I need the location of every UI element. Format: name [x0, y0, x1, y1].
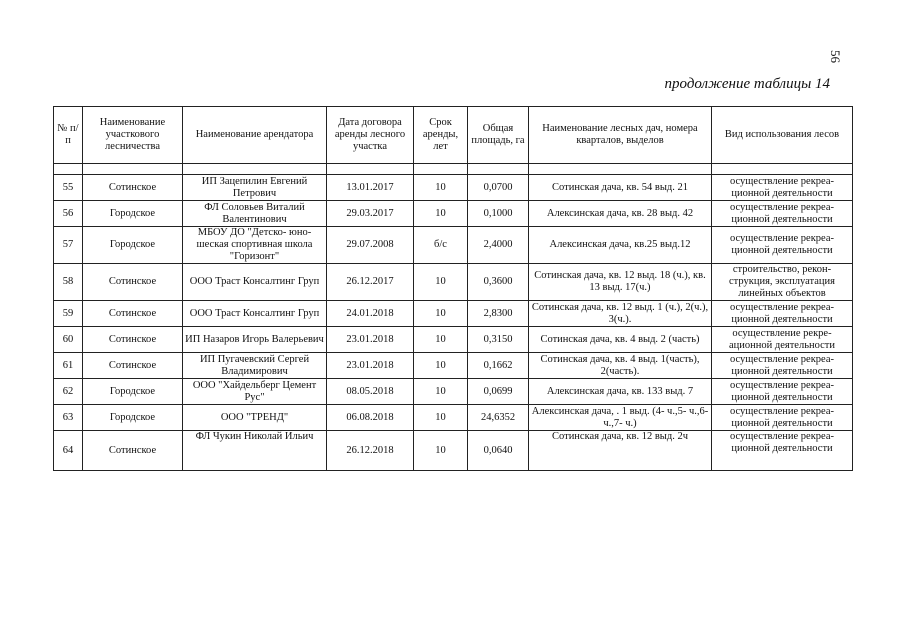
cell-date: 08.05.2018: [327, 379, 414, 405]
cell-area: 24,6352: [468, 405, 529, 431]
cell-area: 0,1662: [468, 353, 529, 379]
table-row: [54, 353, 853, 379]
cell-area: 0,1000: [468, 201, 529, 227]
cell-location: Алексинская дача, кв. 133 выд. 7: [529, 379, 712, 405]
cell-tenant: ФЛ Чукин Николай Ильич: [183, 431, 327, 471]
cell-num: 55: [54, 175, 83, 201]
cell-term: 10: [414, 201, 468, 227]
cell-usage: осуществление рекреа-ционной деятельности: [712, 405, 853, 431]
cell-location: Сотинская дача, кв. 4 выд. 1(часть), 2(часть).: [529, 353, 712, 379]
cell-num: 58: [54, 264, 83, 301]
cell-term: 10: [414, 379, 468, 405]
cell-tenant: ИП Зацепилин Евгений Петрович: [183, 175, 327, 201]
cell-tenant: ООО Траст Консалтинг Груп: [183, 301, 327, 327]
cell-num: 59: [54, 301, 83, 327]
cell-usage: осуществление рекреа-ционной деятельности: [712, 175, 853, 201]
table-row: [54, 301, 853, 327]
header-tenant: Наименование арендатора: [183, 107, 327, 164]
spacer-cell: [183, 164, 327, 175]
table-row: [54, 175, 853, 201]
cell-date: 23.01.2018: [327, 327, 414, 353]
table-row: [54, 431, 853, 471]
cell-num: 57: [54, 227, 83, 264]
header-area: Общая площадь, га: [468, 107, 529, 164]
cell-tenant: ИП Назаров Игорь Валерьевич: [183, 327, 327, 353]
cell-district: Городское: [83, 379, 183, 405]
cell-num: 64: [54, 431, 83, 471]
cell-tenant: ИП Пугачевский Сергей Владимирович: [183, 353, 327, 379]
cell-term: 10: [414, 431, 468, 471]
cell-num: 56: [54, 201, 83, 227]
cell-location: Алексинская дача, кв.25 выд.12: [529, 227, 712, 264]
cell-district: Городское: [83, 405, 183, 431]
spacer-cell: [414, 164, 468, 175]
cell-area: 0,0699: [468, 379, 529, 405]
table-body: [54, 164, 853, 471]
spacer-row: [54, 164, 853, 175]
cell-num: 61: [54, 353, 83, 379]
cell-date: 06.08.2018: [327, 405, 414, 431]
cell-area: 0,0700: [468, 175, 529, 201]
cell-term: 10: [414, 353, 468, 379]
cell-district: Сотинское: [83, 301, 183, 327]
table-caption: продолжение таблицы 14: [664, 76, 830, 92]
cell-usage: осуществление рекреа-ционной деятельности: [712, 227, 853, 264]
cell-district: Городское: [83, 201, 183, 227]
cell-area: 0,0640: [468, 431, 529, 471]
cell-district: Сотинское: [83, 353, 183, 379]
table-row: [54, 327, 853, 353]
cell-term: б/с: [414, 227, 468, 264]
cell-district: Сотинское: [83, 327, 183, 353]
cell-term: 10: [414, 175, 468, 201]
cell-date: 29.07.2008: [327, 227, 414, 264]
cell-term: 10: [414, 264, 468, 301]
cell-date: 23.01.2018: [327, 353, 414, 379]
table-row: [54, 405, 853, 431]
cell-location: Сотинская дача, кв. 12 выд. 2ч: [529, 431, 712, 471]
table-row: [54, 201, 853, 227]
cell-location: Сотинская дача, кв. 4 выд. 2 (часть): [529, 327, 712, 353]
cell-term: 10: [414, 327, 468, 353]
cell-area: 0,3150: [468, 327, 529, 353]
header-district: Наименование участкового лесничества: [83, 107, 183, 164]
cell-date: 26.12.2018: [327, 431, 414, 471]
cell-usage: осуществление рекреа-ционной деятельности: [712, 379, 853, 405]
cell-district: Городское: [83, 227, 183, 264]
cell-area: 2,4000: [468, 227, 529, 264]
cell-tenant: ООО Траст Консалтинг Груп: [183, 264, 327, 301]
table-header: [54, 107, 853, 164]
cell-tenant: ООО "ТРЕНД": [183, 405, 327, 431]
spacer-cell: [468, 164, 529, 175]
cell-term: 10: [414, 405, 468, 431]
cell-usage: осуществление рекреа-ционной деятельности: [712, 353, 853, 379]
spacer-cell: [54, 164, 83, 175]
cell-location: Сотинская дача, кв. 54 выд. 21: [529, 175, 712, 201]
table-row: [54, 264, 853, 301]
cell-num: 63: [54, 405, 83, 431]
cell-date: 26.12.2017: [327, 264, 414, 301]
cell-location: Алексинская дача, . 1 выд. (4- ч.,5- ч.,6- ч.,7- ч.): [529, 405, 712, 431]
cell-tenant: ООО "Хайдельберг Цемент Рус": [183, 379, 327, 405]
table-row: [54, 379, 853, 405]
cell-location: Алексинская дача, кв. 28 выд. 42: [529, 201, 712, 227]
spacer-cell: [83, 164, 183, 175]
cell-tenant: МБОУ ДО "Детско- юно-шеская спортивная школа "Горизонт": [183, 227, 327, 264]
cell-tenant: ФЛ Соловьев Виталий Валентинович: [183, 201, 327, 227]
header-term: Срок аренды, лет: [414, 107, 468, 164]
table-row: [54, 227, 853, 264]
header-location: Наименование лесных дач, номера кварталов, выделов: [529, 107, 712, 164]
spacer-cell: [529, 164, 712, 175]
header-usage: Вид использования лесов: [712, 107, 853, 164]
spacer-cell: [712, 164, 853, 175]
cell-usage: осуществление рекреа-ционной деятельности: [712, 301, 853, 327]
cell-usage: осуществление рекре-ационной деятельности: [712, 327, 853, 353]
cell-num: 60: [54, 327, 83, 353]
cell-district: Сотинское: [83, 175, 183, 201]
cell-date: 29.03.2017: [327, 201, 414, 227]
cell-date: 24.01.2018: [327, 301, 414, 327]
header-num: № п/п: [54, 107, 83, 164]
page-number: 56: [828, 50, 843, 63]
lease-table: [53, 106, 853, 471]
cell-usage: осуществление рекреа-ционной деятельности: [712, 201, 853, 227]
cell-location: Сотинская дача, кв. 12 выд. 1 (ч.), 2(ч.), 3(ч.).: [529, 301, 712, 327]
cell-location: Сотинская дача, кв. 12 выд. 18 (ч.), кв. 13 выд. 17(ч.): [529, 264, 712, 301]
cell-area: 2,8300: [468, 301, 529, 327]
cell-usage: строительство, рекон-струкция, эксплуатация линейных объектов: [712, 264, 853, 301]
cell-usage: осуществление рекреа-ционной деятельности: [712, 431, 853, 471]
cell-num: 62: [54, 379, 83, 405]
cell-date: 13.01.2017: [327, 175, 414, 201]
cell-term: 10: [414, 301, 468, 327]
spacer-cell: [327, 164, 414, 175]
header-date: Дата договора аренды лесного участка: [327, 107, 414, 164]
cell-area: 0,3600: [468, 264, 529, 301]
cell-district: Сотинское: [83, 431, 183, 471]
cell-district: Сотинское: [83, 264, 183, 301]
